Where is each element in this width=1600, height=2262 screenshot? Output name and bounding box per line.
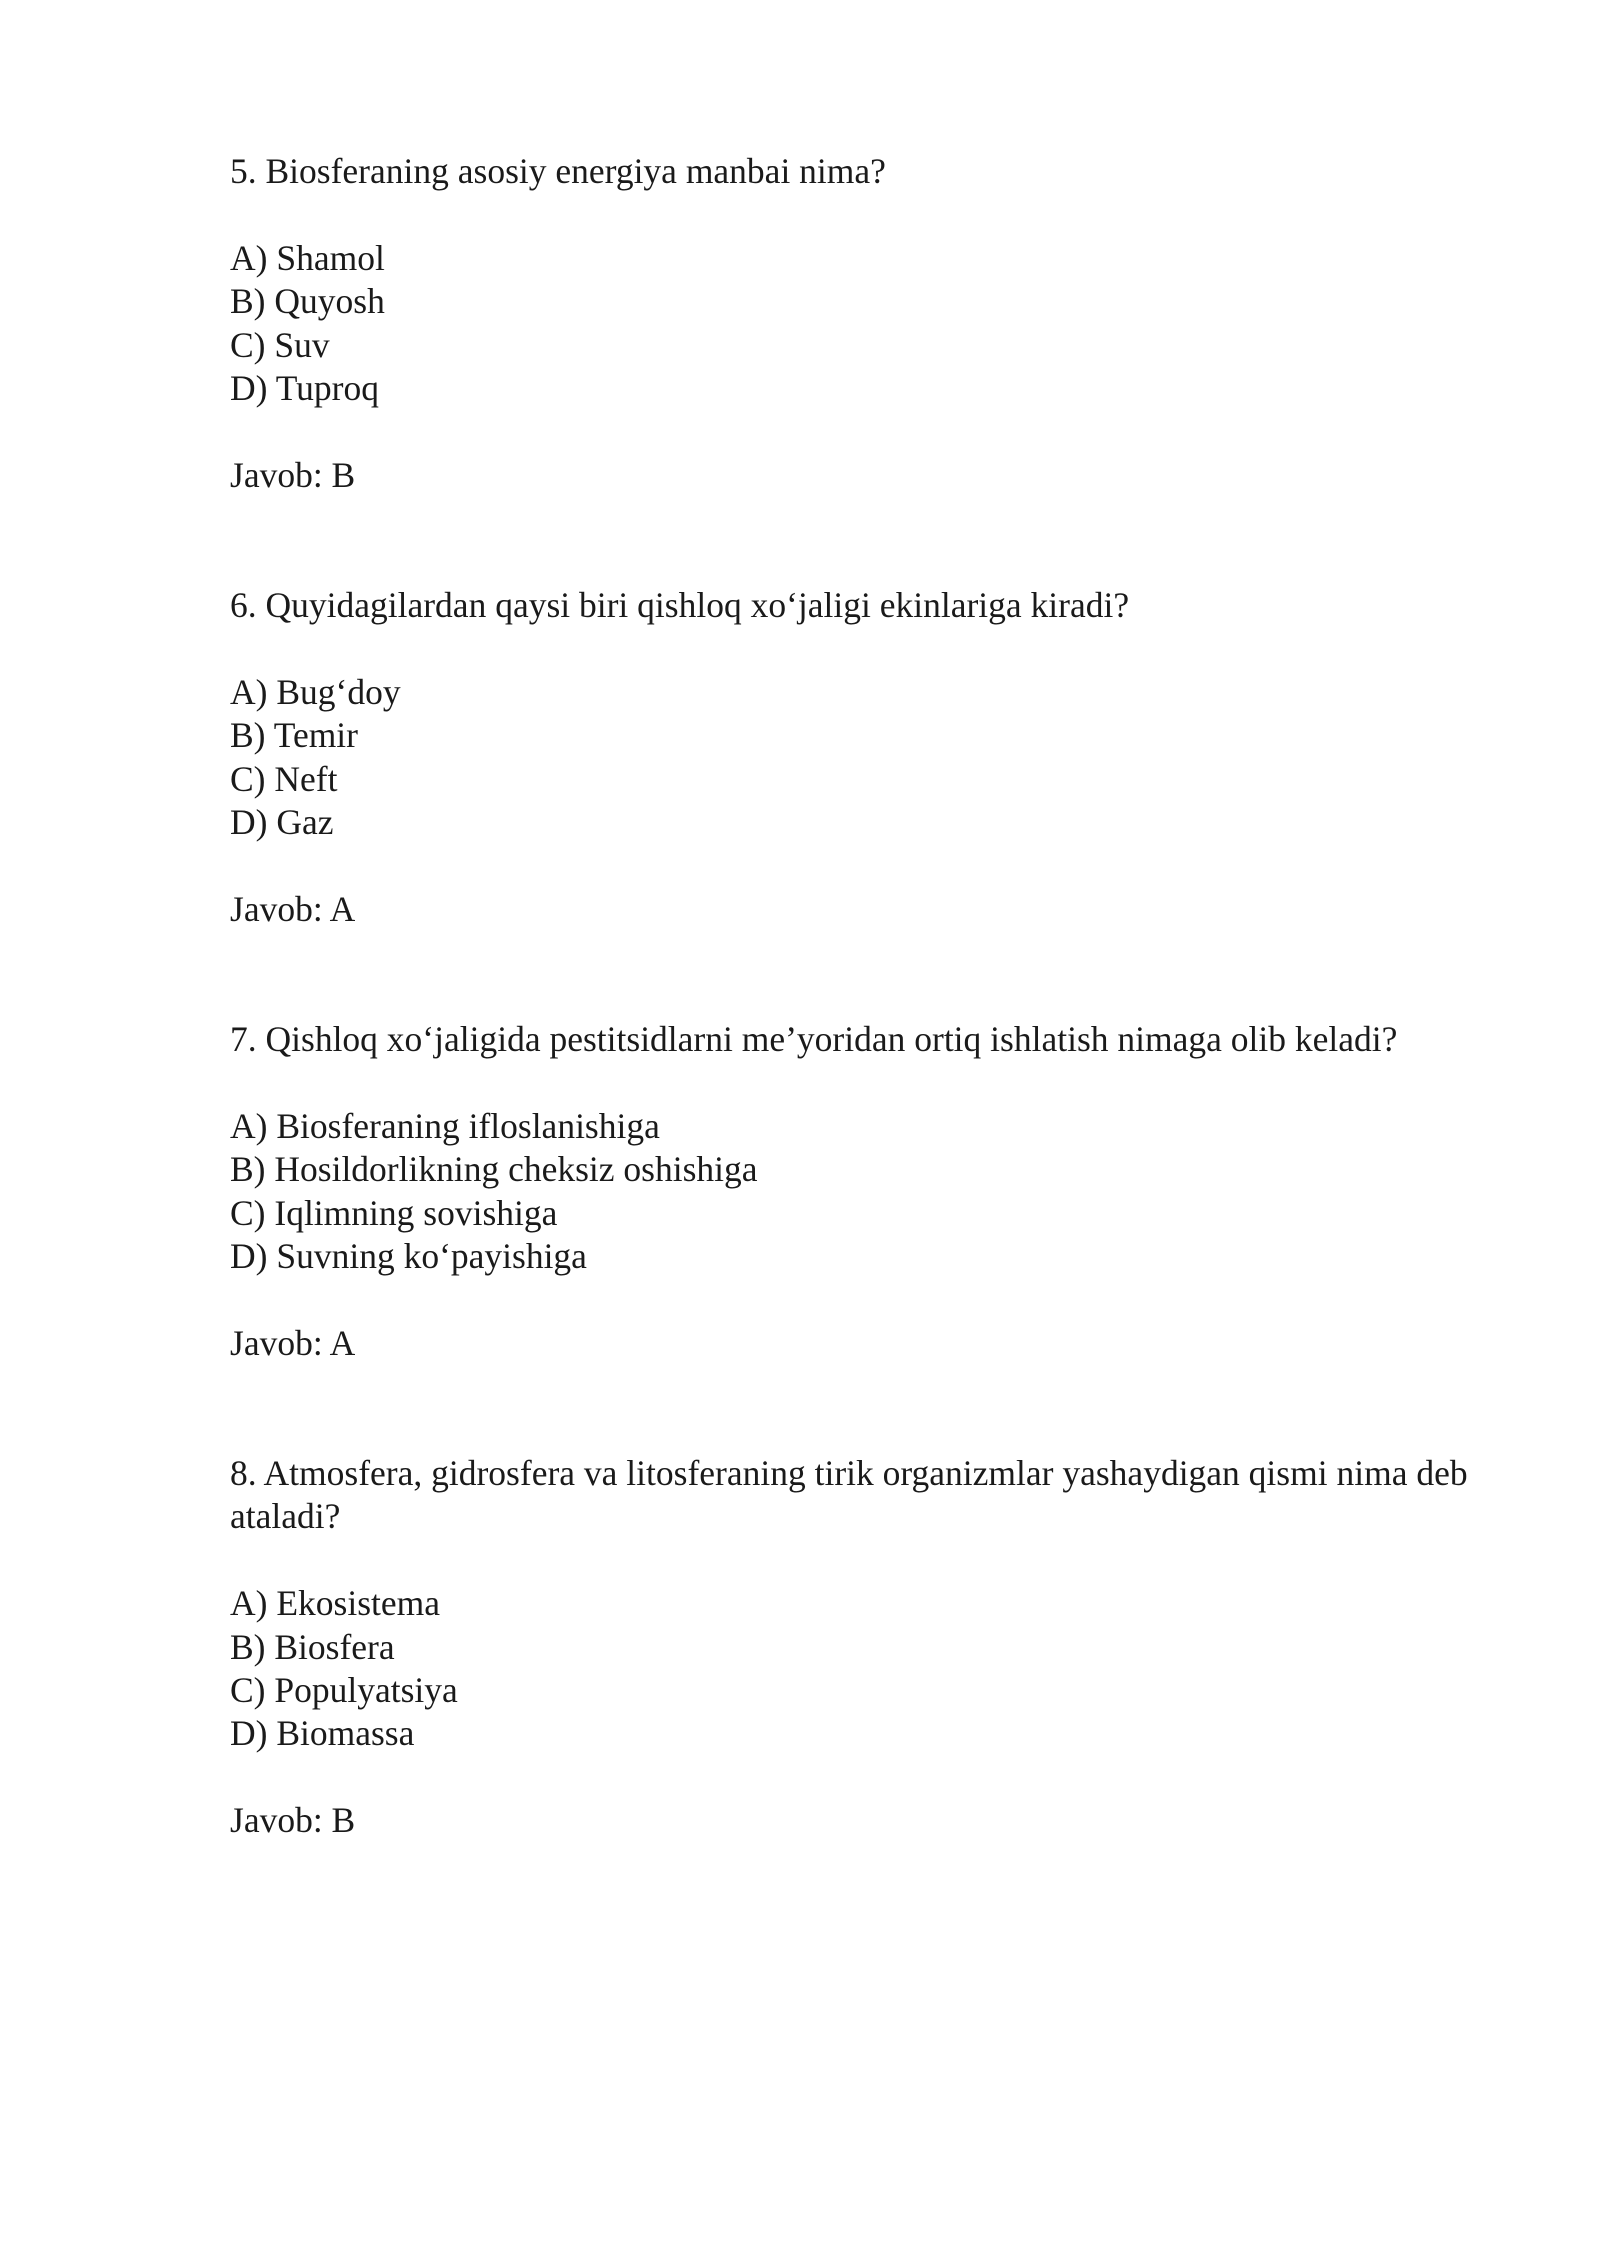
- option-b: B) Quyosh: [230, 281, 385, 322]
- option-d: D) Biomassa: [230, 1713, 415, 1754]
- question-block-5: [230, 150, 1500, 497]
- option-list: [230, 671, 1500, 845]
- option-list: [230, 1105, 1500, 1279]
- question-text: 8. Atmosfera, gidrosfera va litosferaning tirik organizmlar yashaydigan qismi nima deb ataladi?: [230, 1453, 1468, 1537]
- option-a: A) Ekosistema: [230, 1583, 441, 1624]
- question-block-7: [230, 1018, 1500, 1365]
- option-a: A) Shamol: [230, 237, 385, 278]
- answer-text: Javob: B: [230, 1800, 356, 1841]
- answer-text: Javob: B: [230, 454, 356, 495]
- option-b: B) Temir: [230, 715, 358, 756]
- answer-text: Javob: A: [230, 888, 356, 929]
- option-b: B) Biosfera: [230, 1626, 395, 1667]
- option-list: [230, 237, 1500, 411]
- option-c: C) Suv: [230, 324, 330, 365]
- option-c: C) Iqlimning sovishiga: [230, 1192, 558, 1233]
- option-d: D) Suvning ko‘payishiga: [230, 1236, 587, 1277]
- option-d: D) Gaz: [230, 802, 334, 843]
- option-c: C) Neft: [230, 758, 338, 799]
- option-a: A) Bug‘doy: [230, 671, 401, 712]
- answer-text: Javob: A: [230, 1322, 356, 1363]
- question-block-8: [230, 1452, 1500, 1843]
- question-block-6: [230, 584, 1500, 931]
- question-text: 5. Biosferaning asosiy energiya manbai nima?: [230, 151, 886, 191]
- option-list: [230, 1582, 1500, 1756]
- document-body: [230, 150, 1500, 1929]
- option-b: B) Hosildorlikning cheksiz oshishiga: [230, 1149, 758, 1190]
- option-c: C) Populyatsiya: [230, 1670, 458, 1711]
- question-text: 7. Qishloq xo‘jaligida pestitsidlarni me’yoridan ortiq ishlatish nimaga olib keladi?: [230, 1019, 1398, 1060]
- option-a: A) Biosferaning ifloslanishiga: [230, 1105, 660, 1146]
- question-text: 6. Quyidagilardan qaysi biri qishloq xo‘jaligi ekinlariga kiradi?: [230, 585, 1130, 626]
- option-d: D) Tuproq: [230, 368, 379, 409]
